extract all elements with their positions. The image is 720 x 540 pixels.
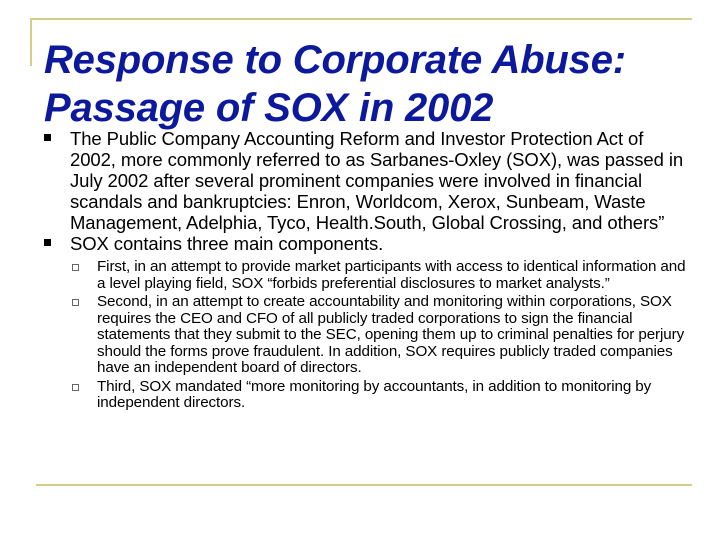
bullet-list [42,128,692,414]
square-bullet-icon [44,239,51,246]
sub-bullet-item-first [70,259,692,292]
sub-bullet-item-third [70,379,692,412]
bullet-item-sox-act [42,128,692,233]
bullet-text: SOX contains three main components. [70,233,384,254]
frame-bottom-line [36,484,692,486]
hollow-square-bullet-icon [72,299,79,306]
hollow-square-bullet-icon [72,384,79,391]
sub-bullet-text: First, in an attempt to provide market participants with access to identical information and a level playing field, SOX “forbids preferential disclosures to market analysts.” [97,258,686,292]
frame-top-line [30,18,692,20]
frame-left-line [30,18,32,66]
slide-title: Response to Corporate Abuse: Passage of SOX in 2002 [44,38,626,130]
bullet-item-components [42,233,692,412]
sub-bullet-text: Second, in an attempt to create accountability and monitoring within corporations, SOX requires the CEO and CFO of all publicly traded corporations to sign the financial statements that they submit to the SEC, opening them up to criminal penalties for perjury should the forms prove fraudulent. In addition, SOX requires publicly traded companies have an independent board of directors. [97,293,685,376]
sub-bullet-text: Third, SOX mandated “more monitoring by accountants, in addition to monitoring by independent directors. [97,377,652,411]
bullet-text: The Public Company Accounting Reform and Investor Protection Act of 2002, more commonly referred to as Sarbanes-Oxley (SOX), was passed in July 2002 after several prominent companies were involved in financial scandals and bankruptcies: Enron, Worldcom, Xerox, Sunbeam, Waste Management, Adelphia, Tyco, Health.South, Global Crossing, and others” [70,128,684,233]
square-bullet-icon [44,134,51,141]
hollow-square-bullet-icon [72,264,79,271]
sub-bullet-list [70,259,692,412]
sub-bullet-item-second [70,294,692,377]
